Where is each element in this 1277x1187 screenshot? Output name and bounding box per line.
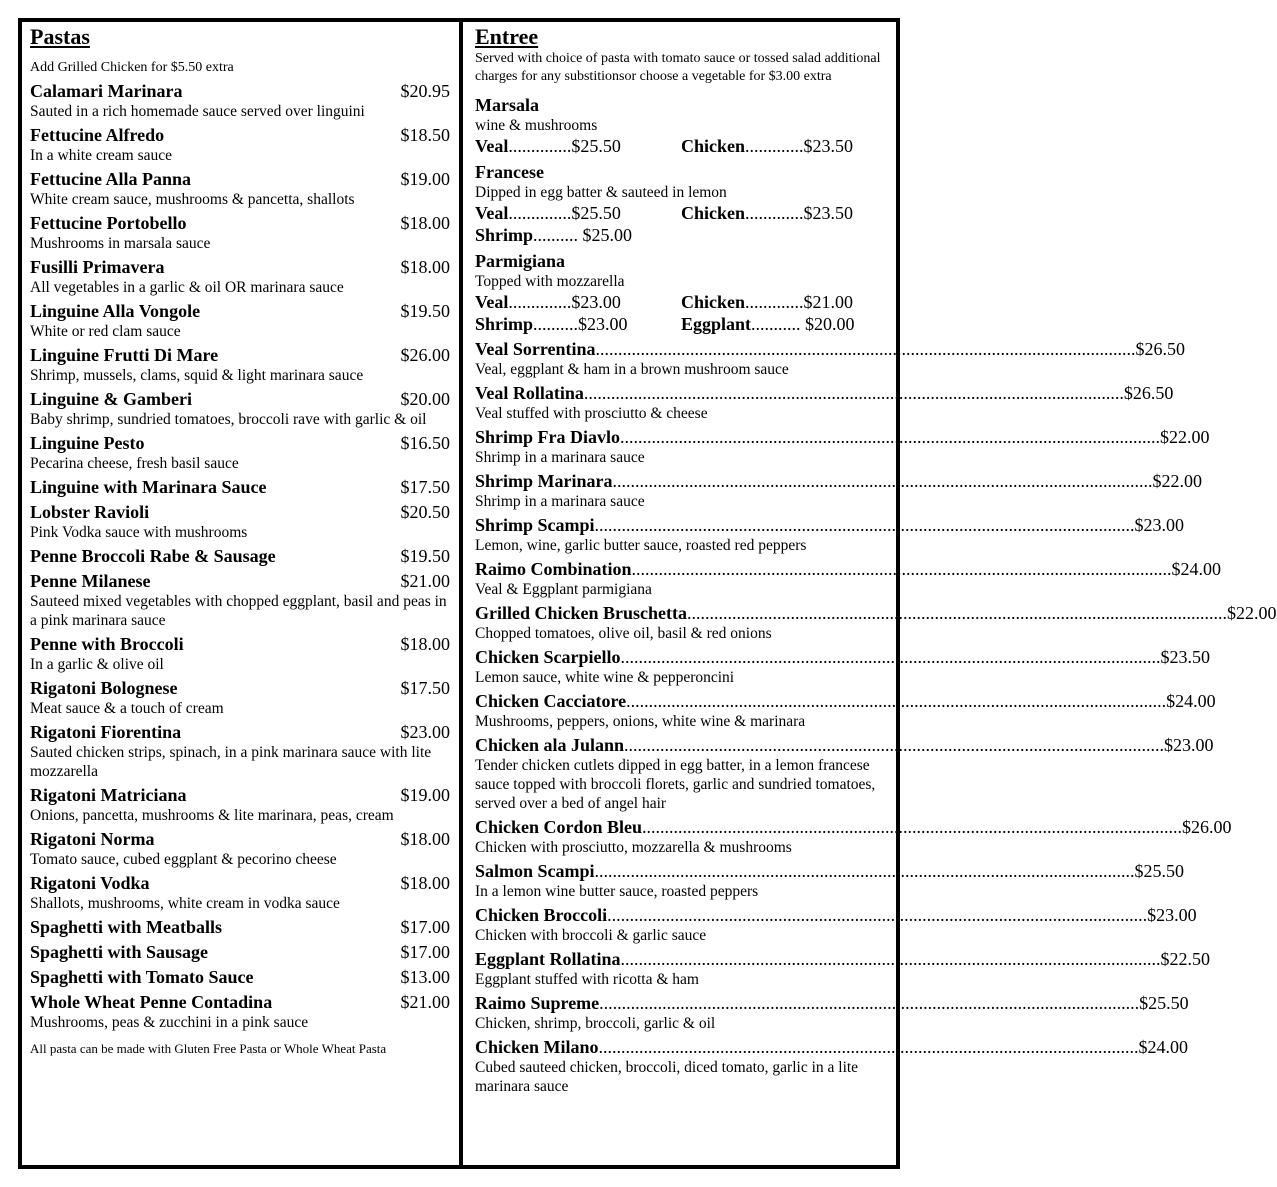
pasta-item <box>30 212 450 253</box>
entree-price: $23.00 <box>1134 515 1185 535</box>
entree-name: Chicken ala Julann <box>475 735 625 755</box>
pasta-name: Fettucine Portobello <box>30 213 187 233</box>
pasta-name: Fettucine Alla Panna <box>30 169 191 189</box>
parmigiana-name: Parmigiana <box>475 251 565 271</box>
pasta-price: $20.00 <box>400 389 450 409</box>
pastas-note: Add Grilled Chicken for $5.50 extra <box>30 60 234 75</box>
entree-desc: Veal & Eggplant parmigiana <box>475 581 652 598</box>
pasta-item <box>30 677 450 718</box>
leader-dots: ........................................................................................................................ <box>620 949 1161 969</box>
entree-item <box>475 382 1174 423</box>
entree-item-head <box>475 860 1185 882</box>
pasta-name: Fusilli Primavera <box>30 257 165 277</box>
pasta-name: Spaghetti with Meatballs <box>30 917 223 937</box>
pasta-item-head <box>30 677 450 699</box>
pasta-name: Spaghetti with Sausage <box>30 942 209 962</box>
leader-dots: ........................................................................................................................ <box>620 647 1161 667</box>
pasta-item-head <box>30 916 450 938</box>
pasta-desc: Shallots, mushrooms, white cream in vodka sauce <box>30 895 340 912</box>
pasta-item-head <box>30 344 450 366</box>
pasta-item <box>30 432 450 473</box>
entree-item-head <box>475 558 1222 580</box>
entree-price: $22.00 <box>1227 603 1277 623</box>
entree-name: Raimo Supreme <box>475 993 600 1013</box>
pasta-desc: White cream sauce, mushrooms & pancetta, shallots <box>30 191 355 208</box>
entree-item-head <box>475 382 1174 404</box>
francese-desc: Dipped in egg batter & sauteed in lemon <box>475 184 727 201</box>
entree-desc: Shrimp in a marinara sauce <box>475 449 645 466</box>
pasta-item-head <box>30 828 450 850</box>
parmigiana-desc: Topped with mozzarella <box>475 273 625 290</box>
entree-item-head <box>475 602 1277 624</box>
entree-item <box>475 514 1185 555</box>
pasta-desc: White or red clam sauce <box>30 323 181 340</box>
pasta-price: $18.50 <box>400 125 450 145</box>
pasta-price: $21.00 <box>400 571 450 591</box>
leader-dots: ........................................................................................................................ <box>687 603 1227 623</box>
pasta-item <box>30 941 450 963</box>
pasta-item <box>30 545 450 567</box>
entree-section <box>475 24 1277 1096</box>
pasta-desc: Mushrooms, peas & zucchini in a pink sauce <box>30 1014 309 1031</box>
pasta-name: Rigatoni Matriciana <box>30 785 187 805</box>
pasta-desc: Tomato sauce, cubed eggplant & pecorino cheese <box>30 851 337 868</box>
entree-item-head <box>475 338 1186 360</box>
pasta-price: $20.50 <box>400 502 450 522</box>
entree-desc: Mushrooms, peppers, onions, white wine & marinara <box>475 713 806 730</box>
entree-price: $24.00 <box>1138 1037 1189 1057</box>
pasta-item <box>30 388 450 429</box>
entree-name: Raimo Combination <box>475 559 632 579</box>
leader-dots: ........................................................................................................................ <box>594 515 1135 535</box>
pasta-price: $17.00 <box>400 942 450 962</box>
entree-item <box>475 646 1211 687</box>
entree-price: $26.50 <box>1135 339 1186 359</box>
entree-item <box>475 860 1185 901</box>
entree-item <box>475 904 1197 945</box>
entree-list <box>475 338 1277 1096</box>
pasta-price: $18.00 <box>400 213 450 233</box>
pasta-desc: All vegetables in a garlic & oil OR marinara sauce <box>30 279 344 296</box>
leader-dots: ........................................................................................................................ <box>642 817 1183 837</box>
entree-item <box>475 1036 1189 1096</box>
pasta-desc: Meat sauce & a touch of cream <box>30 700 224 717</box>
marsala-prices: Veal..............$25.50 Chicken.............$23.50 <box>475 136 854 156</box>
pasta-name: Rigatoni Bolognese <box>30 678 178 698</box>
pasta-item-head <box>30 633 450 655</box>
pasta-item-head <box>30 432 450 454</box>
entree-desc: Veal, eggplant & ham in a brown mushroom sauce <box>475 361 789 378</box>
pasta-price: $19.50 <box>400 546 450 566</box>
pasta-desc: In a garlic & olive oil <box>30 656 164 673</box>
entree-desc: Chicken with prosciutto, mozzarella & mushrooms <box>475 839 792 856</box>
entree-name: Eggplant Rollatina <box>475 949 621 969</box>
entree-desc: Tender chicken cutlets dipped in egg batter, in a lemon francese sauce topped with broccoli florets, garlic and sundried tomatoes, served over a bed of angel hair <box>475 757 876 812</box>
pasta-name: Linguine Alla Vongole <box>30 301 201 321</box>
pasta-price: $18.00 <box>400 634 450 654</box>
pastas-title: Pastas <box>30 24 90 49</box>
pasta-item <box>30 721 450 781</box>
entree-price: $25.50 <box>1134 861 1185 881</box>
pasta-price: $26.00 <box>400 345 450 365</box>
leader-dots: ........................................................................................................................ <box>599 993 1140 1013</box>
entree-item <box>475 734 1214 813</box>
entree-item <box>475 948 1211 989</box>
pasta-name: Linguine Frutti Di Mare <box>30 345 219 365</box>
pasta-item-head <box>30 991 450 1013</box>
pasta-item <box>30 784 450 825</box>
leader-dots: ........................................................................................................................ <box>631 559 1172 579</box>
pasta-item-head <box>30 570 450 592</box>
pastas-section <box>30 24 450 1057</box>
entree-name: Chicken Scarpiello <box>475 647 621 667</box>
pasta-item-head <box>30 212 450 234</box>
entree-item-head <box>475 948 1211 970</box>
pasta-name: Rigatoni Fiorentina <box>30 722 182 742</box>
pasta-desc: Onions, pancetta, mushrooms & lite marinara, peas, cream <box>30 807 394 824</box>
entree-desc: Chopped tomatoes, olive oil, basil & red onions <box>475 625 772 642</box>
pasta-price: $19.50 <box>400 301 450 321</box>
pasta-price: $18.00 <box>400 257 450 277</box>
pasta-price: $19.00 <box>400 785 450 805</box>
pasta-item-head <box>30 476 450 498</box>
pasta-item <box>30 168 450 209</box>
pasta-name: Whole Wheat Penne Contadina <box>30 992 273 1012</box>
pasta-item <box>30 501 450 542</box>
pasta-price: $13.00 <box>400 967 450 987</box>
francese-name: Francese <box>475 162 544 182</box>
entree-name: Grilled Chicken Bruschetta <box>475 603 687 623</box>
pasta-item <box>30 344 450 385</box>
pasta-item <box>30 633 450 674</box>
pasta-name: Calamari Marinara <box>30 81 183 101</box>
column-divider <box>459 18 463 1169</box>
parmigiana-prices-2: Shrimp..........$23.00 Eggplant........... $20.00 <box>475 314 855 334</box>
entree-item-head <box>475 514 1185 536</box>
pasta-item <box>30 991 450 1032</box>
pasta-name: Penne Milanese <box>30 571 151 591</box>
entree-price: $25.50 <box>1139 993 1189 1013</box>
pasta-item <box>30 828 450 869</box>
pasta-price: $17.00 <box>400 917 450 937</box>
pasta-price: $17.50 <box>400 477 450 497</box>
entree-item <box>475 338 1186 379</box>
pasta-price: $18.00 <box>400 829 450 849</box>
pasta-name: Rigatoni Norma <box>30 829 155 849</box>
pasta-item-head <box>30 966 450 988</box>
pasta-desc: Baby shrimp, sundried tomatoes, broccoli rave with garlic & oil <box>30 411 427 428</box>
entree-price: $23.00 <box>1147 905 1197 925</box>
pasta-item-head <box>30 721 450 743</box>
entree-item-head <box>475 816 1232 838</box>
pasta-item <box>30 256 450 297</box>
leader-dots: ........................................................................................................................ <box>624 735 1165 755</box>
pasta-item <box>30 300 450 341</box>
marsala-name: Marsala <box>475 95 539 115</box>
pasta-desc: Pecarina cheese, fresh basil sauce <box>30 455 239 472</box>
entree-item <box>475 816 1232 857</box>
entree-price: $26.00 <box>1182 817 1232 837</box>
pasta-item <box>30 916 450 938</box>
pasta-desc: Sauteed mixed vegetables with chopped eggplant, basil and peas in a pink marinara sauce <box>30 593 447 629</box>
pasta-desc: Pink Vodka sauce with mushrooms <box>30 524 248 541</box>
pasta-price: $23.00 <box>400 722 450 742</box>
entree-name: Salmon Scampi <box>475 861 595 881</box>
pasta-item-head <box>30 872 450 894</box>
entree-name: Veal Sorrentina <box>475 339 596 359</box>
entree-price: $24.00 <box>1166 691 1216 711</box>
pasta-name: Lobster Ravioli <box>30 502 150 522</box>
entree-desc: Eggplant stuffed with ricotta & ham <box>475 971 699 988</box>
pasta-name: Linguine with Marinara Sauce <box>30 477 267 497</box>
leader-dots: ........................................................................................................................ <box>612 471 1153 491</box>
pastas-footer: All pasta can be made with Gluten Free Pasta or Whole Wheat Pasta <box>30 1041 387 1056</box>
entree-item-head <box>475 426 1210 448</box>
entree-desc: Cubed sauteed chicken, broccoli, diced tomato, garlic in a lite marinara sauce <box>475 1059 859 1095</box>
pasta-item-head <box>30 168 450 190</box>
pasta-name: Penne with Broccoli <box>30 634 184 654</box>
pasta-item <box>30 476 450 498</box>
entree-name: Chicken Cacciatore <box>475 691 627 711</box>
entree-desc: Chicken with broccoli & garlic sauce <box>475 927 707 944</box>
pasta-item-head <box>30 256 450 278</box>
entree-title: Entree <box>475 24 539 49</box>
entree-price: $22.00 <box>1152 471 1202 491</box>
entree-price: $22.50 <box>1160 949 1211 969</box>
entree-price: $26.50 <box>1123 383 1174 403</box>
entree-name: Chicken Broccoli <box>475 905 608 925</box>
entree-item-head <box>475 1036 1189 1058</box>
entree-name: Shrimp Fra Diavlo <box>475 427 621 447</box>
pasta-item-head <box>30 501 450 523</box>
entree-item-head <box>475 734 1214 756</box>
pasta-item <box>30 80 450 121</box>
entree-item <box>475 426 1210 467</box>
entree-item <box>475 992 1189 1033</box>
pasta-price: $16.50 <box>400 433 450 453</box>
parmigiana-prices: Veal..............$23.00 Chicken.............$21.00 <box>475 292 854 312</box>
entree-note: Served with choice of pasta with tomato sauce or tossed salad additional charges for any substitionsor choose a vegetable for $3.00 extra <box>475 51 881 84</box>
entree-desc: In a lemon wine butter sauce, roasted peppers <box>475 883 759 900</box>
entree-name: Shrimp Scampi <box>475 515 595 535</box>
leader-dots: ........................................................................................................................ <box>598 1037 1139 1057</box>
pasta-desc: Shrimp, mussels, clams, squid & light marinara sauce <box>30 367 364 384</box>
pasta-item <box>30 872 450 913</box>
pasta-name: Linguine & Gamberi <box>30 389 193 409</box>
leader-dots: ........................................................................................................................ <box>583 383 1124 403</box>
entree-desc: Lemon sauce, white wine & pepperoncini <box>475 669 735 686</box>
leader-dots: ........................................................................................................................ <box>595 339 1136 359</box>
entree-item-head <box>475 992 1189 1014</box>
pasta-desc: Mushrooms in marsala sauce <box>30 235 211 252</box>
leader-dots: ........................................................................................................................ <box>620 427 1161 447</box>
francese-shrimp-price: Shrimp.......... $25.00 <box>475 225 633 245</box>
entree-item-head <box>475 470 1202 492</box>
pasta-desc: Sauted chicken strips, spinach, in a pink marinara sauce with lite mozzarella <box>30 744 432 780</box>
entree-price: $23.50 <box>1160 647 1211 667</box>
entree-desc: Veal stuffed with prosciutto & cheese <box>475 405 708 422</box>
pasta-item <box>30 124 450 165</box>
leader-dots: ........................................................................................................................ <box>607 905 1148 925</box>
pasta-name: Spaghetti with Tomato Sauce <box>30 967 254 987</box>
pasta-name: Penne Broccoli Rabe & Sausage <box>30 546 276 566</box>
entree-item-head <box>475 690 1216 712</box>
entree-name: Shrimp Marinara <box>475 471 613 491</box>
pasta-item-head <box>30 941 450 963</box>
entree-desc: Chicken, shrimp, broccoli, garlic & oil <box>475 1015 716 1032</box>
entree-item <box>475 602 1277 643</box>
entree-name: Chicken Milano <box>475 1037 599 1057</box>
pasta-item-head <box>30 300 450 322</box>
pasta-desc: In a white cream sauce <box>30 147 173 164</box>
entree-item-head <box>475 904 1197 926</box>
entree-item-head <box>475 646 1211 668</box>
entree-item <box>475 470 1202 511</box>
pasta-price: $18.00 <box>400 873 450 893</box>
entree-desc: Shrimp in a marinara sauce <box>475 493 645 510</box>
pasta-price: $17.50 <box>400 678 450 698</box>
pasta-name: Fettucine Alfredo <box>30 125 165 145</box>
pasta-item-head <box>30 545 450 567</box>
entree-price: $24.00 <box>1171 559 1222 579</box>
entree-item <box>475 558 1222 599</box>
entree-name: Veal Rollatina <box>475 383 584 403</box>
pasta-item-head <box>30 80 450 102</box>
pasta-item <box>30 966 450 988</box>
entree-item <box>475 690 1216 731</box>
pasta-item-head <box>30 124 450 146</box>
pasta-item-head <box>30 784 450 806</box>
entree-price: $23.00 <box>1164 735 1214 755</box>
pasta-price: $19.00 <box>400 169 450 189</box>
pasta-desc: Sauted in a rich homemade sauce served over linguini <box>30 103 365 120</box>
pasta-name: Rigatoni Vodka <box>30 873 150 893</box>
pasta-list <box>30 80 450 1032</box>
pasta-name: Linguine Pesto <box>30 433 145 453</box>
pasta-item-head <box>30 388 450 410</box>
entree-desc: Lemon, wine, garlic butter sauce, roasted red peppers <box>475 537 807 554</box>
marsala-desc: wine & mushrooms <box>475 117 598 134</box>
pasta-price: $21.00 <box>400 992 450 1012</box>
pasta-item <box>30 570 450 630</box>
entree-price: $22.00 <box>1160 427 1210 447</box>
leader-dots: ........................................................................................................................ <box>626 691 1167 711</box>
leader-dots: ........................................................................................................................ <box>594 861 1135 881</box>
francese-prices: Veal..............$25.50 Chicken.............$23.50 <box>475 203 854 223</box>
entree-name: Chicken Cordon Bleu <box>475 817 643 837</box>
pasta-price: $20.95 <box>400 81 450 101</box>
